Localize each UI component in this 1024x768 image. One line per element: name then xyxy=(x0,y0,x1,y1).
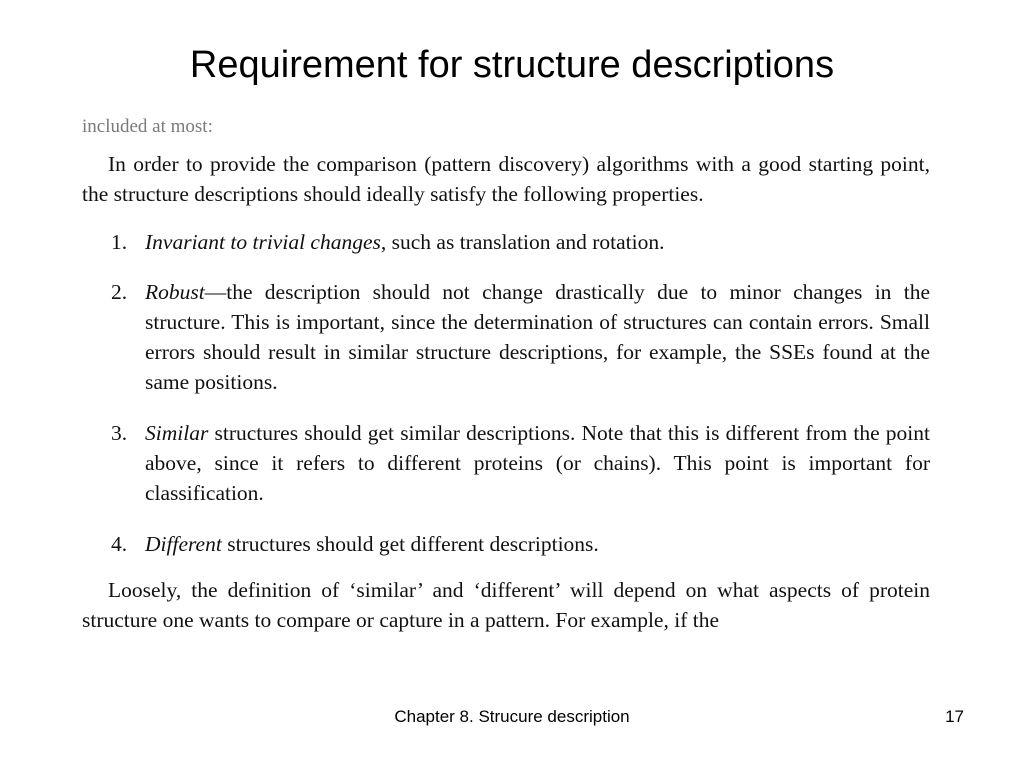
list-item-text: , such as translation and rotation. xyxy=(380,230,665,254)
list-item-number: 4. xyxy=(111,532,128,556)
list-item-number: 3. xyxy=(111,421,128,445)
list-item-body xyxy=(145,529,930,559)
clipped-top-line: included at most: xyxy=(82,116,213,137)
list-item-number: 2. xyxy=(111,280,128,304)
list-item-term: Different xyxy=(145,532,222,556)
list-item-text: —the description should not change drastically due to minor changes in the structure. This is important, since the determination of structures can contain errors. Small errors should result in similar structure descriptions, for example, the SSEs found at the same positions. xyxy=(145,280,930,394)
list-item-body xyxy=(145,418,930,508)
page-number: 17 xyxy=(945,707,964,726)
list-item-term: Similar xyxy=(145,421,209,445)
list-item-text: structures should get similar descriptions. Note that this is different from the point above, since it refers to different proteins (or chains). This point is important for classification. xyxy=(145,421,930,505)
slide-footer: Chapter 8. Strucure description xyxy=(394,707,630,726)
outro-paragraph: Loosely, the definition of ‘similar’ and ‘different’ will depend on what aspects of protein structure one wants to compare or capture in a pattern. For example, if the xyxy=(82,578,930,632)
list-item-body xyxy=(145,227,930,257)
slide-title: Requirement for structure descriptions xyxy=(189,44,835,86)
list-item-number: 1. xyxy=(111,230,128,254)
intro-paragraph: In order to provide the comparison (pattern discovery) algorithms with a good starting point, the structure descriptions should ideally satisfy the following properties. xyxy=(82,152,930,206)
list-item-term: Robust xyxy=(145,280,205,304)
list-item-body xyxy=(145,277,930,397)
list-item-term: Invariant to trivial changes xyxy=(145,230,381,254)
scanned-text-block xyxy=(82,116,930,638)
list-item-text: structures should get different descriptions. xyxy=(221,532,599,556)
